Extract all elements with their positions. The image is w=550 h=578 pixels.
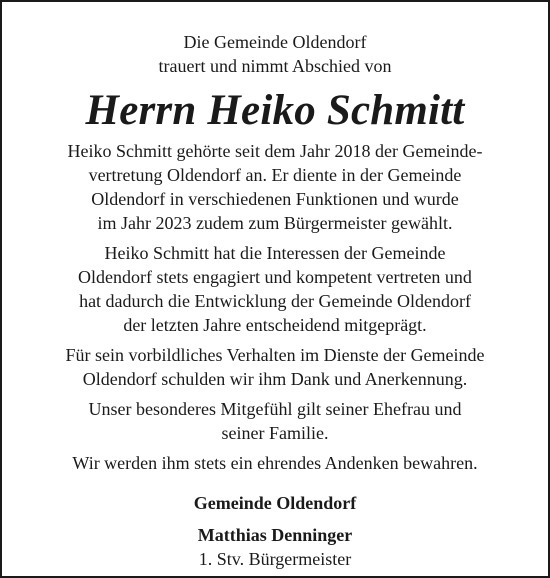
intro-line-1: Die Gemeinde Oldendorf (183, 32, 367, 52)
signature-organization: Gemeinde Oldendorf (193, 493, 357, 513)
paragraph-remembrance (26, 451, 524, 475)
text-line: Heiko Schmitt hat die Interessen der Gemeinde (104, 243, 446, 263)
text-line: der letzten Jahre entscheidend mitgeprägt. (123, 315, 427, 335)
deceased-name: Herrn Heiko Schmitt (85, 87, 465, 134)
text-line: im Jahr 2023 zudem zum Bürgermeister gewählt. (97, 213, 453, 233)
text-line: Oldendorf schulden wir ihm Dank und Anerkennung. (82, 369, 468, 389)
intro-line-2: trauert und nimmt Abschied von (158, 56, 392, 76)
paragraph-membership (26, 139, 524, 235)
text-line: Für sein vorbildliches Verhalten im Dienste der Gemeinde (65, 345, 485, 365)
text-line: Heiko Schmitt gehörte seit dem Jahr 2018 der Gemeinde- (67, 141, 483, 161)
text-line: hat dadurch die Entwicklung der Gemeinde Oldendorf (79, 291, 471, 311)
text-line: Unser besonderes Mitgefühl gilt seiner Ehefrau und (88, 399, 462, 419)
paragraph-condolences (26, 397, 524, 445)
paragraph-merits (26, 241, 524, 337)
text-line: vertretung Oldendorf an. Er diente in der Gemeinde (88, 165, 462, 185)
text-line: Oldendorf in verschiedenen Funktionen und wurde (91, 189, 459, 209)
signature-name: Matthias Denninger (197, 525, 353, 545)
text-line: seiner Familie. (221, 423, 329, 443)
signature-title: 1. Stv. Bürgermeister (198, 549, 352, 569)
text-line: Oldendorf stets engagiert und kompetent vertreten und (78, 267, 472, 287)
text-line: Wir werden ihm stets ein ehrendes Andenken bewahren. (72, 453, 478, 473)
paragraph-gratitude (26, 343, 524, 391)
